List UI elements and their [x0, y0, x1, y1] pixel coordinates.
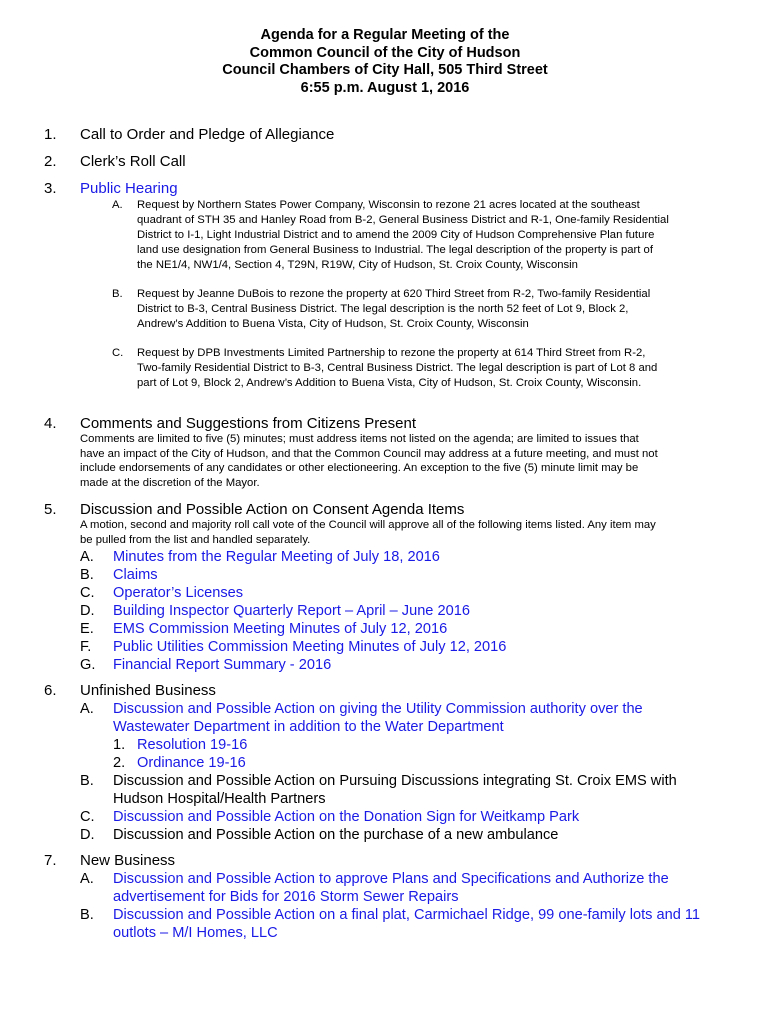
text-line: Request by Northern States Power Company, Wisconsin to rezone 21 acres located at the southeast	[137, 199, 640, 211]
text-line: Discussion and Possible Action on giving the Utility Commission authority over the	[113, 701, 643, 717]
header-line: Common Council of the City of Hudson	[249, 44, 521, 61]
text-line: Comments are limited to five (5) minutes; must address items not listed on the agenda; are limited to issues that	[80, 433, 639, 445]
text-line: Hudson Hospital/Health Partners	[113, 791, 326, 807]
financial-report-link[interactable]: Financial Report Summary - 2016	[113, 657, 332, 673]
ordinance-link[interactable]: Ordinance 19-16	[137, 755, 246, 771]
item-label: C.	[80, 585, 95, 601]
text-line: Wastewater Department in addition to the Water Department	[113, 719, 504, 735]
comments-note	[80, 432, 730, 490]
item-title: Comments and Suggestions from Citizens Present	[80, 415, 416, 432]
text-line: outlots – M/I Homes, LLC	[113, 925, 278, 941]
header-line: Council Chambers of City Hall, 505 Third Street	[222, 62, 548, 78]
text-line: Discussion and Possible Action on a final plat, Carmichael Ridge, 99 one-family lots and 11	[113, 907, 701, 923]
text-line: advertisement for Bids for 2016 Storm Sewer Repairs	[113, 889, 459, 905]
item-number: 7.	[44, 852, 57, 869]
text-line: District to B-3, Central Business District. The legal description is the north 52 feet of Lot 9, Block 2,	[137, 303, 629, 315]
item-label: A.	[80, 871, 94, 887]
sub-text	[137, 287, 737, 332]
text-line: Andrew’s Addition to Buena Vista, City of Hudson, St. Croix County, Wisconsin	[137, 318, 529, 330]
item-number: 6.	[44, 682, 57, 699]
item-title: Clerk’s Roll Call	[80, 153, 186, 170]
minutes-link[interactable]: Minutes from the Regular Meeting of July 18, 2016	[113, 549, 440, 565]
item-label: A.	[80, 549, 94, 565]
text-line: Discussion and Possible Action to approve Plans and Specifications and Authorize the	[113, 871, 669, 887]
utility-commission-link[interactable]	[113, 700, 753, 736]
text-line: made at the discretion of the Mayor.	[80, 476, 260, 489]
sub-label: C.	[112, 347, 124, 359]
item-number: 4.	[44, 415, 57, 432]
item-text	[113, 772, 753, 808]
carmichael-ridge-link[interactable]	[113, 906, 753, 942]
consent-note	[80, 518, 730, 547]
item-number: 3.	[44, 180, 57, 197]
sub-label: A.	[112, 199, 123, 211]
claims-link[interactable]: Claims	[113, 567, 158, 583]
item-text: Discussion and Possible Action on the purchase of a new ambulance	[113, 827, 559, 843]
item-label: D.	[80, 827, 95, 843]
utilities-minutes-link[interactable]: Public Utilities Commission Meeting Minutes of July 12, 2016	[113, 639, 507, 655]
text-line: Request by DPB Investments Limited Partnership to rezone the property at 614 Third Street from R-2,	[137, 347, 646, 359]
text-line: quadrant of STH 35 and Hanley Road from B-2, General Business District and R-1, One-family Residential	[137, 214, 669, 226]
resolution-link[interactable]: Resolution 19-16	[137, 737, 248, 753]
item-label: D.	[80, 603, 95, 619]
item-label: B.	[80, 773, 94, 789]
item-label: B.	[80, 907, 94, 923]
item-title: Call to Order and Pledge of Allegiance	[80, 126, 335, 143]
text-line: Two-family Residential District to B-3, Central Business District. The legal description is part of Lot 8 and	[137, 362, 658, 374]
item-number: 5.	[44, 501, 57, 518]
text-line: Request by Jeanne DuBois to rezone the property at 620 Third Street from R-2, Two-family Residential	[137, 288, 651, 300]
sub-text	[137, 198, 737, 273]
text-line: be pulled from the list and handled separately.	[80, 533, 311, 546]
storm-sewer-link[interactable]	[113, 870, 753, 906]
item-label: 1.	[113, 737, 126, 753]
ems-minutes-link[interactable]: EMS Commission Meeting Minutes of July 12, 2016	[113, 621, 448, 637]
header-line: 6:55 p.m. August 1, 2016	[300, 79, 470, 96]
item-number: 2.	[44, 153, 57, 170]
text-line: Discussion and Possible Action on Pursuing Discussions integrating St. Croix EMS with	[113, 773, 677, 789]
item-title: New Business	[80, 852, 176, 869]
text-line: the NE1/4, NW1/4, Section 4, T29N, R19W, City of Hudson, St. Croix County, Wisconsin	[137, 259, 578, 271]
item-label: E.	[80, 621, 94, 637]
item-label: F.	[80, 639, 92, 655]
item-number: 1.	[44, 126, 57, 143]
text-line: have an impact of the City of Hudson, and that the Common Council may address at a future meeting, and must not	[80, 447, 658, 460]
building-inspector-report-link[interactable]: Building Inspector Quarterly Report – April – June 2016	[113, 603, 470, 619]
item-label: 2.	[113, 755, 126, 771]
header-line: Agenda for a Regular Meeting of the	[260, 27, 510, 43]
sub-label: B.	[112, 288, 123, 300]
text-line: include endorsements of any candidates or other electioneering. An exception to the five (5) minute limit may be	[80, 462, 639, 474]
donation-sign-link[interactable]: Discussion and Possible Action on the Donation Sign for Weitkamp Park	[113, 809, 580, 825]
public-hearing-link[interactable]: Public Hearing	[80, 180, 178, 197]
text-line: part of Lot 9, Block 2, Andrew’s Addition to Buena Vista, City of Hudson, St. Croix County, Wisconsin.	[137, 377, 642, 389]
text-line: A motion, second and majority roll call vote of the Council will approve all of the following items listed. Any item may	[80, 519, 656, 531]
item-label: G.	[80, 657, 96, 673]
item-label: A.	[80, 701, 94, 717]
operators-licenses-link[interactable]: Operator’s Licenses	[113, 585, 244, 601]
agenda-header	[0, 27, 770, 97]
item-title: Discussion and Possible Action on Consent Agenda Items	[80, 501, 465, 518]
sub-text	[137, 346, 737, 391]
text-line: District to I-1, Light Industrial District and to amend the 2009 City of Hudson Comprehensive Plan future	[137, 229, 655, 241]
item-title: Unfinished Business	[80, 682, 216, 699]
item-label: B.	[80, 567, 94, 583]
text-line: land use designation from General Business to Industrial. The legal description of the property is part of	[137, 244, 653, 256]
item-label: C.	[80, 809, 95, 825]
